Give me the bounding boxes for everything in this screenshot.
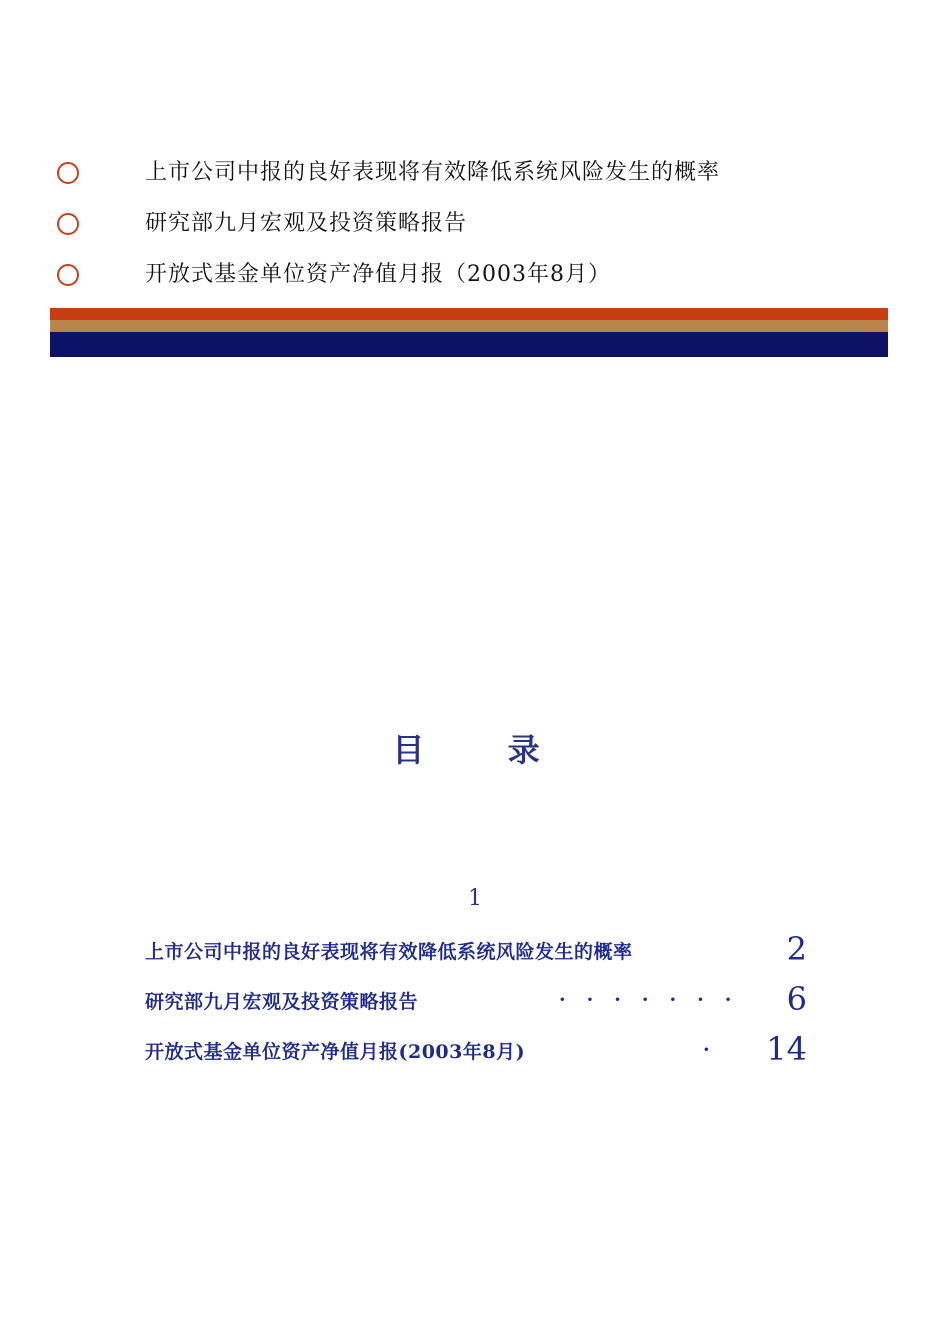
circle-bullet-icon bbox=[57, 264, 79, 286]
toc-entry-page: 14 bbox=[766, 1030, 807, 1068]
toc-entry-label[interactable]: 研究部九月宏观及投资策略报告 bbox=[145, 991, 419, 1013]
highlight-item bbox=[54, 203, 894, 254]
toc-entry[interactable] bbox=[145, 1028, 807, 1078]
toc-entry[interactable] bbox=[145, 928, 807, 978]
decorative-stripe-navy bbox=[50, 332, 888, 357]
highlight-text: 研究部九月宏观及投资策略报告 bbox=[145, 211, 468, 236]
highlight-item bbox=[54, 152, 894, 203]
toc-entry-leader: · bbox=[703, 1039, 731, 1061]
toc-entry-label[interactable]: 开放式基金单位资产净值月报(2003年8月) bbox=[145, 1041, 526, 1063]
decorative-stripe-red bbox=[50, 308, 888, 320]
toc-entry-label[interactable]: 上市公司中报的良好表现将有效降低系统风险发生的概率 bbox=[145, 941, 633, 963]
highlights-list bbox=[54, 152, 894, 305]
highlight-text: 上市公司中报的良好表现将有效降低系统风险发生的概率 bbox=[145, 160, 721, 185]
toc-entry[interactable] bbox=[145, 978, 807, 1028]
circle-bullet-icon bbox=[57, 213, 79, 235]
decorative-stripe-tan bbox=[50, 320, 888, 332]
toc-entry-leader: ······· bbox=[559, 989, 753, 1011]
circle-bullet-icon bbox=[57, 162, 79, 184]
toc-entry-page: 6 bbox=[786, 980, 807, 1018]
toc-list bbox=[145, 928, 807, 1078]
highlight-text: 开放式基金单位资产净值月报（2003年8月） bbox=[145, 262, 611, 287]
page-number: 1 bbox=[468, 886, 482, 911]
toc-entry-page: 2 bbox=[786, 930, 807, 968]
highlight-item bbox=[54, 254, 894, 305]
toc-title: 目 录 bbox=[392, 731, 576, 769]
